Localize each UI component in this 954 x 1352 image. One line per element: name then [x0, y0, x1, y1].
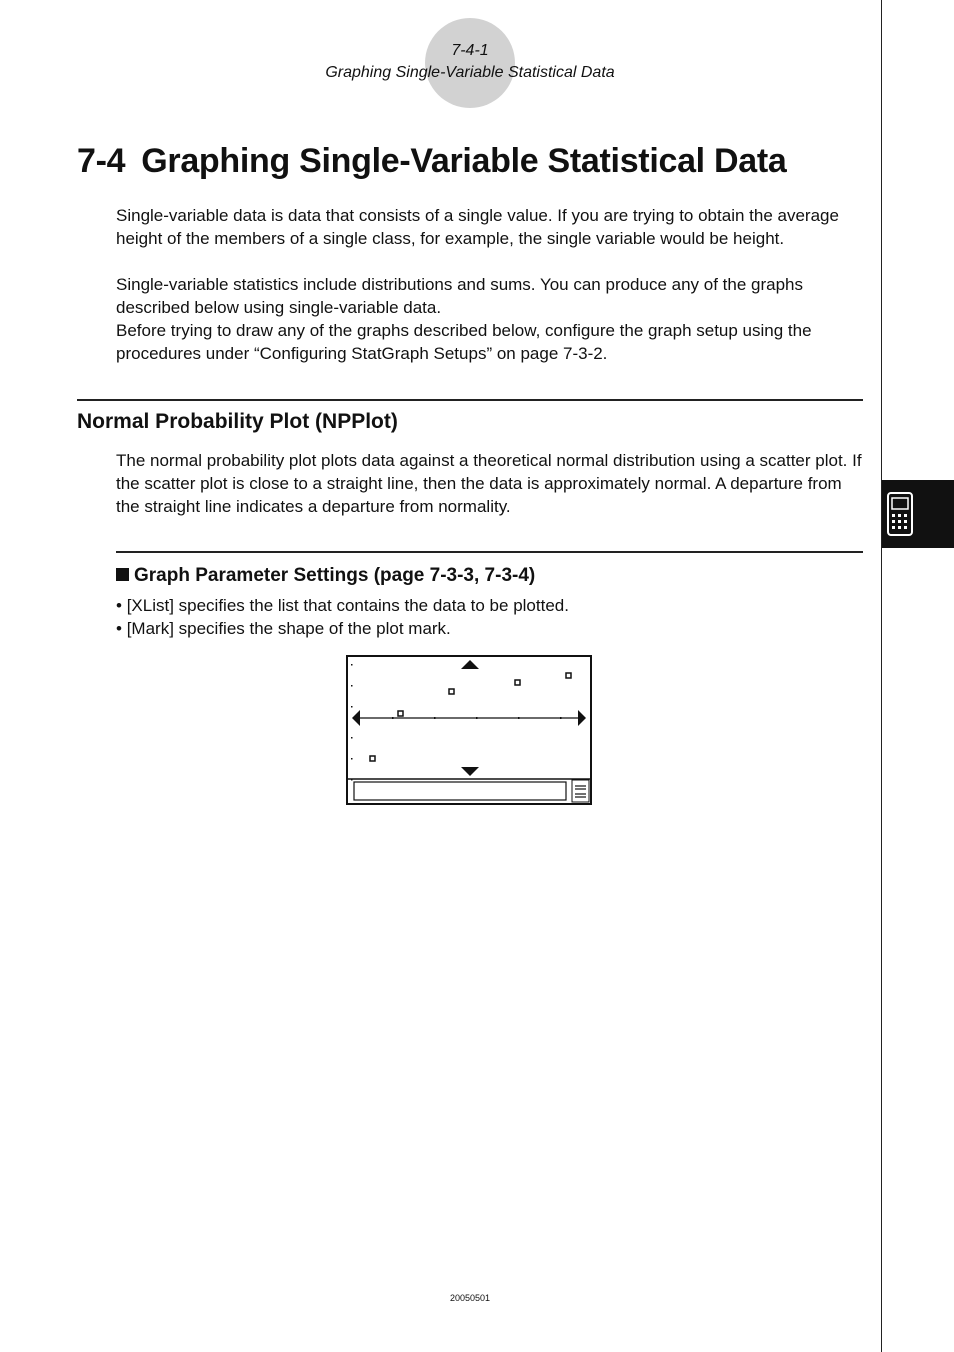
section-number: 7-4 [77, 142, 126, 180]
intro-paragraph-3: Before trying to draw any of the graphs described below, configure the graph setup using the procedures under “Configuring StatGraph Setups” on page 7-3-2. [116, 321, 812, 363]
print-code: 20050501 [449, 1293, 491, 1303]
subsection-heading-text: Graph Parameter Settings (page 7-3-3, 7-3-4) [134, 565, 536, 586]
intro-paragraph-1: Single-variable data is data that consists of a single value. If you are trying to obtain the average height of the members of a single class, for example, the single variable would be height. [116, 206, 839, 248]
list-item: • [XList] specifies the list that contains the data to be plotted. [116, 594, 569, 617]
plot-point [515, 680, 520, 685]
section-heading: Normal Probability Plot (NPPlot) [77, 410, 398, 433]
parameter-list [116, 594, 569, 640]
subsection-divider [116, 551, 863, 553]
plot-point [370, 756, 375, 761]
calculator-icon [887, 492, 913, 536]
page-title [77, 142, 786, 181]
section-body: The normal probability plot plots data against a theoretical normal distribution using a scatter plot. If the scatter plot is close to a straight line, then the data is approximately normal. A departure from the straight line indicates a departure from normality. [116, 451, 862, 516]
plot-point [398, 711, 403, 716]
page-number: 7-4-1 [451, 42, 489, 59]
intro-paragraph-2: Single-variable statistics include distributions and sums. You can produce any of the graphs described below using single-variable data. [116, 275, 804, 317]
page-number-badge [425, 18, 515, 108]
list-item: • [Mark] specifies the shape of the plot mark. [116, 617, 569, 640]
plot-point [449, 689, 454, 694]
subsection-heading [116, 565, 535, 587]
title-text: Graphing Single-Variable Statistical Data [141, 142, 787, 180]
section-divider [77, 399, 863, 401]
calculator-screenshot [346, 655, 592, 805]
chapter-tab [882, 480, 954, 548]
running-header: Graphing Single-Variable Statistical Data [325, 64, 615, 81]
square-bullet-icon [116, 568, 129, 581]
plot-point [566, 673, 571, 678]
toggle-button [572, 780, 589, 802]
message-box [354, 782, 566, 800]
page-edge-rule [881, 0, 882, 1352]
